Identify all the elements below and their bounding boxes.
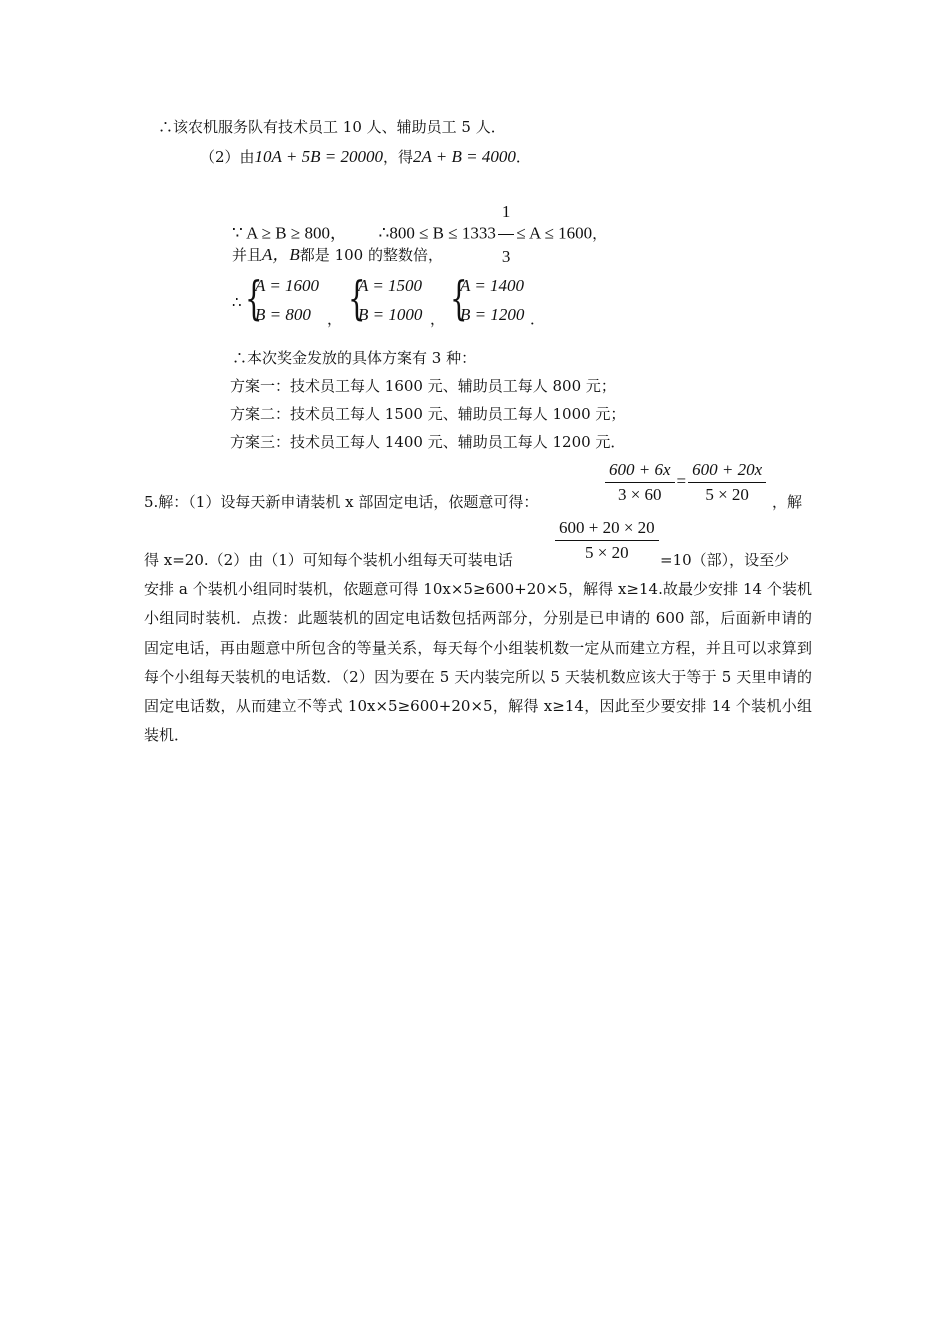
- plan-3: 方案三：技术员工每人 1400 元、辅助员工每人 1200 元．: [230, 433, 626, 451]
- frac-den: 3 × 60: [617, 485, 662, 504]
- because-text: ∵ A ≥ B ≥ 800，: [232, 223, 347, 243]
- q5-fraction-equation: [603, 460, 768, 505]
- q5-after-equation: ，解: [772, 493, 803, 511]
- system-row-a: A = 1400: [460, 276, 525, 295]
- frac-num: 1: [498, 192, 515, 235]
- system-row-b: B = 1000: [358, 305, 423, 324]
- plans-intro: ∴本次奖金发放的具体方案有 3 种：: [232, 349, 477, 367]
- brace: {: [348, 271, 366, 325]
- part2-end: ．: [515, 148, 531, 166]
- part2-mid: ，得: [382, 148, 413, 166]
- integer-multiple-line: [232, 245, 443, 265]
- frac-den: 5 × 20: [585, 543, 629, 562]
- one-third-fraction: [498, 192, 515, 277]
- plan-2: 方案二：技术员工每人 1500 元、辅助员工每人 1000 元；: [230, 405, 626, 423]
- q5-line2-post: =10（部），设至少: [660, 551, 790, 569]
- brace: {: [245, 271, 263, 325]
- conclusion-line: ∴该农机服务队有技术员工 10 人、辅助员工 5 人．: [158, 118, 506, 136]
- multiple-vars: A，B: [262, 245, 300, 264]
- part2-equation-line: [200, 147, 531, 167]
- q5-line2-pre: 得 x=20.（2）由（1）可知每个装机小组每天可装电话: [144, 551, 513, 569]
- fraction-left: [605, 460, 675, 505]
- because-end: ，: [592, 224, 608, 243]
- frac-num: 600 + 20 × 20: [555, 518, 659, 541]
- equation-1: 10A + 5B = 20000: [254, 147, 383, 166]
- solution-end: ．: [530, 310, 546, 328]
- brace: {: [450, 271, 468, 325]
- system-row-b: B = 800: [255, 305, 311, 324]
- multiple-prefix: 并且: [232, 246, 263, 264]
- q5-fraction-3: [553, 518, 661, 563]
- system-row-a: A = 1500: [358, 276, 423, 295]
- therefore-post: ≤ A ≤ 1600: [516, 223, 593, 243]
- part2-prefix: （2）由: [200, 148, 255, 166]
- multiple-suffix: 都是 100 的整数倍，: [299, 246, 443, 264]
- therefore-pre: ∴800 ≤ B ≤ 1333: [378, 223, 496, 243]
- fraction-right: [688, 460, 766, 505]
- q5-label: 5.解：（1）设每天新申请装机 x 部固定电话，依题意可得：: [144, 493, 539, 511]
- solution-sep-2: ，: [430, 310, 446, 328]
- system-row-b: B = 1200: [460, 305, 525, 324]
- equals-sign: =: [676, 471, 687, 491]
- solution-sep-1: ，: [327, 310, 343, 328]
- q5-body-paragraph: 安排 a 个装机小组同时装机，依题意可得 10x×5≥600+20×5，解得 x≥14.故最少安排 14 个装机小组同时装机．点拨：此题装机的固定电话数包括两部分，分别是已申请的 600 部，后面新申请的固定电话，再由题意中所包含的等量关系，每天每个小组装机数一定从而建立方程，并且可以求算到每个小组每天装机的电话数．（2）因为要在 5 天内装完所以 5 天装机数应该大于等于 5 天里申请的固定电话数，从而建立不等式 10x×5≥600+20×5，解得 x≥14，因此至少要安排 14 个装机小组装机．: [144, 580, 812, 745]
- frac-den: 5 × 20: [705, 485, 749, 504]
- therefore-symbol: ∴: [232, 293, 242, 311]
- frac-num: 600 + 6x: [605, 460, 675, 483]
- fraction-per-team: [555, 518, 659, 563]
- system-row-a: A = 1600: [255, 276, 320, 295]
- frac-num: 600 + 20x: [688, 460, 766, 483]
- equation-2: 2A + B = 4000: [412, 147, 516, 166]
- frac-den: 3: [501, 247, 511, 266]
- plan-1: 方案一：技术员工每人 1600 元、辅助员工每人 800 元；: [230, 377, 616, 395]
